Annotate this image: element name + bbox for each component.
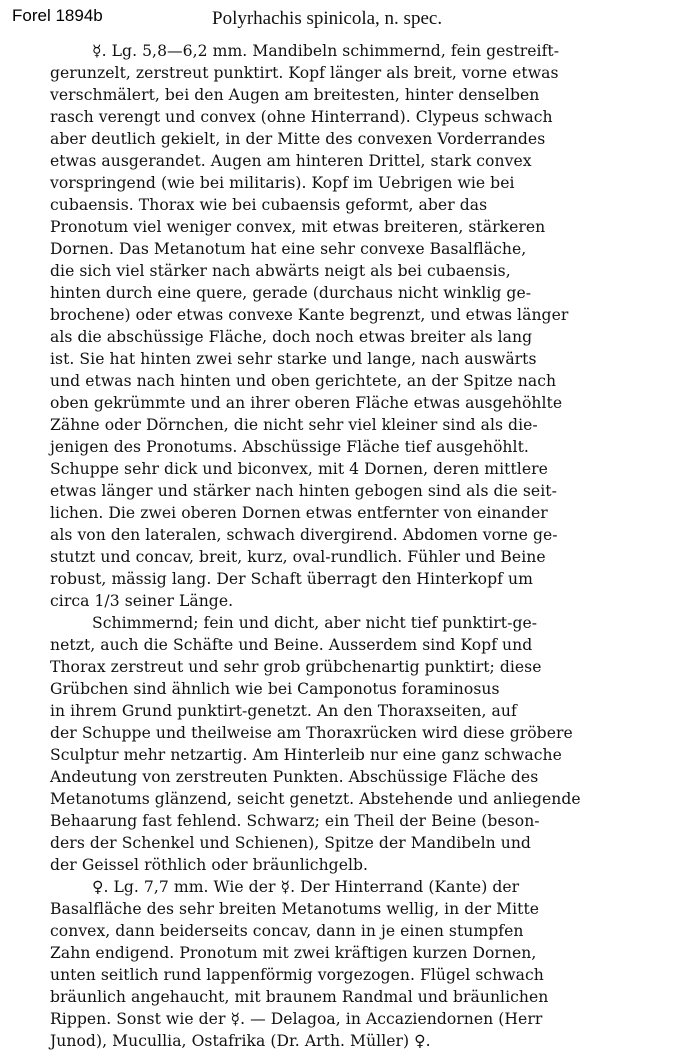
text-line: stutzt und concav, breit, kurz, oval-rundlich. Fühler und Beine: [50, 548, 546, 566]
text-line: vorspringend (wie bei militaris). Kopf im Uebrigen wie bei: [50, 174, 515, 192]
text-line: ders der Schenkel und Schienen), Spitze der Mandibeln und: [50, 834, 531, 852]
text-line: Sculptur mehr netzartig. Am Hinterleib nur eine ganz schwache: [50, 746, 562, 764]
text-line: als die abschüssige Fläche, doch noch etwas breiter als lang: [50, 328, 533, 346]
text-line: der Geissel röthlich oder bräunlichgelb.: [50, 856, 369, 874]
text-line: etwas länger und stärker nach hinten gebogen sind als die seit-: [50, 482, 557, 500]
text-line: der Schuppe und theilweise am Thoraxrücken wird diese gröbere: [50, 724, 573, 742]
text-line: Zahn endigend. Pronotum mit zwei kräftigen kurzen Dornen,: [50, 944, 537, 962]
text-line: ☿. Lg. 5,8—6,2 mm. Mandibeln schimmernd, fein gestreift-: [92, 42, 560, 60]
text-line: verschmälert, bei den Augen am breitesten, hinter denselben: [50, 86, 540, 104]
text-line: ist. Sie hat hinten zwei sehr starke und lange, nach auswärts: [50, 350, 537, 368]
text-line: jenigen des Pronotums. Abschüssige Fläche tief ausgehöhlt.: [50, 438, 529, 456]
text-line: brochene) oder etwas convexe Kante begrenzt, und etwas länger: [50, 306, 569, 324]
text-line: aber deutlich gekielt, in der Mitte des convexen Vorderrandes: [50, 130, 546, 148]
text-line: Thorax zerstreut und sehr grob grübchenartig punktirt; diese: [50, 658, 542, 676]
text-line: unten seitlich rund lappenförmig vorgezogen. Flügel schwach: [50, 966, 544, 984]
text-line: bräunlich angehaucht, mit braunem Randmal und bräunlichen: [50, 988, 549, 1006]
text-line: Basalfläche des sehr breiten Metanotums wellig, in der Mitte: [50, 900, 540, 918]
text-line: Andeutung von zerstreuten Punkten. Abschüssige Fläche des: [50, 768, 539, 786]
text-line: netzt, auch die Schäfte und Beine. Ausserdem sind Kopf und: [50, 636, 533, 654]
text-line: Grübchen sind ähnlich wie bei Camponotus foraminosus: [50, 680, 500, 698]
text-line: hinten durch eine quere, gerade (durchaus nicht winklig ge-: [50, 284, 532, 302]
species-title: Polyrhachis spinicola, n. spec.: [212, 8, 443, 29]
text-line: Schuppe sehr dick und biconvex, mit 4 Dornen, deren mittlere: [50, 460, 548, 478]
text-line: Junod), Mucullia, Ostafrika (Dr. Arth. Müller) ♀.: [50, 1032, 431, 1050]
text-line: etwas ausgerandet. Augen am hinteren Drittel, stark convex: [50, 152, 532, 170]
text-line: und etwas nach hinten und oben gerichtete, an der Spitze nach: [50, 372, 557, 390]
text-line: convex, dann beiderseits concav, dann in je einen stumpfen: [50, 922, 524, 940]
text-line: Dornen. Das Metanotum hat eine sehr convexe Basalfläche,: [50, 240, 527, 258]
text-line: Zähne oder Dörnchen, die nicht sehr viel kleiner sind als die-: [50, 416, 538, 434]
text-line: Metanotums glänzend, seicht genetzt. Abstehende und anliegende: [50, 790, 581, 808]
text-line: gerunzelt, zerstreut punktirt. Kopf länger als breit, vorne etwas: [50, 64, 559, 82]
text-line: ♀. Lg. 7,7 mm. Wie der ☿. Der Hinterrand (Kante) der: [92, 878, 520, 896]
text-line: Behaarung fast fehlend. Schwarz; ein Theil der Beine (beson-: [50, 812, 540, 830]
text-line: Schimmernd; fein und dicht, aber nicht tief punktirt-ge-: [92, 614, 538, 632]
text-line: in ihrem Grund punktirt-genetzt. An den Thoraxseiten, auf: [50, 702, 517, 720]
text-line: Rippen. Sonst wie der ☿. — Delagoa, in Accaziendornen (Herr: [50, 1010, 543, 1028]
text-line: die sich viel stärker nach abwärts neigt als bei cubaensis,: [50, 262, 511, 280]
text-line: circa 1/3 seiner Länge.: [50, 592, 234, 610]
text-line: robust, mässig lang. Der Schaft überragt den Hinterkopf um: [50, 570, 533, 588]
text-line: cubaensis. Thorax wie bei cubaensis geformt, aber das: [50, 196, 488, 214]
source-label: Forel 1894b: [12, 6, 103, 25]
text-line: Pronotum viel weniger convex, mit etwas breiteren, stärkeren: [50, 218, 546, 236]
text-line: rasch verengt und convex (ohne Hinterrand). Clypeus schwach: [50, 108, 553, 126]
text-line: lichen. Die zwei oberen Dornen etwas entfernter von einander: [50, 504, 548, 522]
text-line: als von den lateralen, schwach divergirend. Abdomen vorne ge-: [50, 526, 558, 544]
text-line: oben gekrümmte und an ihrer oberen Fläche etwas ausgehöhlte: [50, 394, 563, 412]
